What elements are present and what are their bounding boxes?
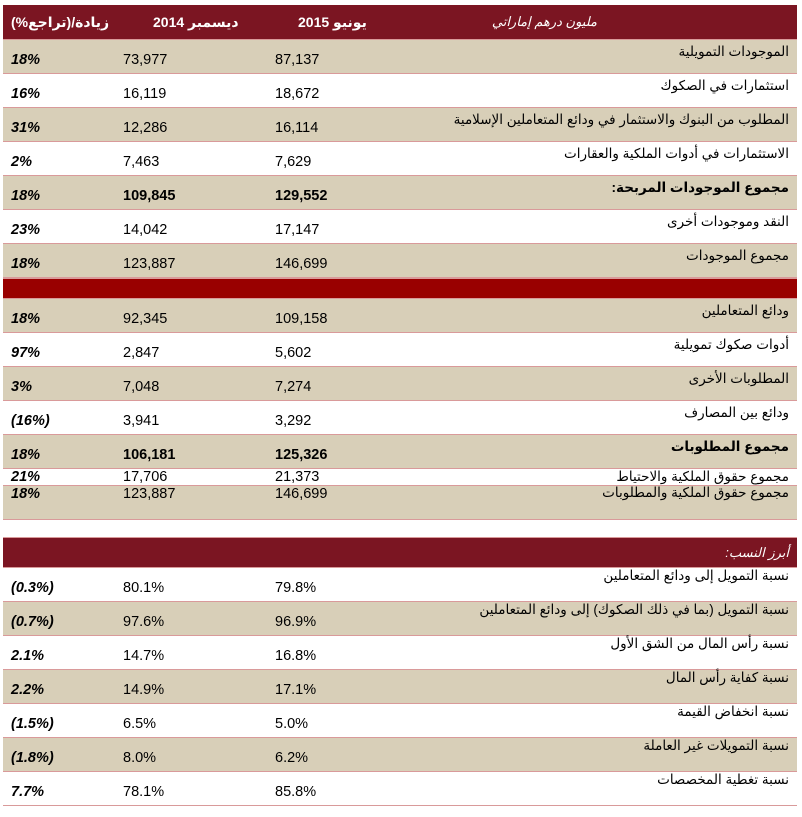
jun-2015-value: 16,114 (275, 120, 319, 136)
row-label: مجموع حقوق الملكية والمطلوبات (602, 485, 789, 500)
jun-2015-value: 125,326 (275, 447, 328, 463)
dec-2014-value: 14,042 (123, 222, 168, 238)
table-row (3, 210, 797, 244)
table-row (3, 299, 797, 333)
table-row (3, 738, 797, 772)
dec-2014-value: 14.7% (123, 648, 165, 664)
change-value: 2.2% (11, 682, 45, 698)
table-row (3, 670, 797, 704)
dec-2014-value: 6.5% (123, 716, 157, 732)
change-value: 18% (11, 447, 41, 463)
table-row (3, 636, 797, 670)
dec-2014-value: 3,941 (123, 413, 160, 429)
row-label: نسبة كفاية رأس المال (665, 670, 789, 685)
table-row (3, 40, 797, 74)
dec-2014-value: 80.1% (123, 580, 165, 596)
row-label: مجموع الموجودات (686, 248, 789, 263)
table-row (3, 142, 797, 176)
table-row (3, 176, 797, 210)
dec-2014-value: 97.6% (123, 614, 165, 630)
row-label: ودائع بين المصارف (684, 405, 789, 420)
dec-2014-value: 92,345 (123, 311, 168, 327)
dec-2014-value: 7,463 (123, 154, 160, 170)
row-label: استثمارات في الصكوك (660, 78, 789, 93)
change-value: 31% (11, 120, 41, 136)
change-value: (1.8%) (11, 750, 54, 766)
change-value: 16% (11, 86, 41, 102)
table-row (3, 401, 797, 435)
dec-2014-value: 17,706 (123, 469, 168, 485)
jun-2015-value: 17,147 (275, 222, 320, 238)
table-row (3, 704, 797, 738)
jun-2015-value: 87,137 (275, 52, 320, 68)
jun-2015-value: 6.2% (275, 750, 309, 766)
jun-2015-value: 109,158 (275, 311, 328, 327)
row-label: نسبة التمويل (بما في ذلك الصكوك) إلى ودائع المتعاملين (479, 602, 789, 617)
ratios-header (3, 537, 797, 568)
header-change: زيادة/(تراجع%) (11, 14, 110, 30)
jun-2015-value: 18,672 (275, 86, 320, 102)
row-label: نسبة التمويلات غير العاملة (643, 738, 789, 753)
change-value: 21% (11, 469, 41, 485)
row-label: الموجودات التمويلية (678, 44, 789, 59)
dec-2014-value: 16,119 (123, 86, 167, 102)
table-row (3, 244, 797, 278)
section-divider (3, 278, 797, 299)
row-label: مجموع الموجودات المربحة: (611, 180, 789, 195)
balance-sheet-table (3, 5, 797, 520)
jun-2015-value: 129,552 (275, 188, 328, 204)
table-row (3, 568, 797, 602)
jun-2015-value: 7,274 (275, 379, 312, 395)
jun-2015-value: 5.0% (275, 716, 309, 732)
jun-2015-value: 146,699 (275, 256, 328, 272)
table-row (3, 486, 797, 520)
dec-2014-value: 123,887 (123, 486, 176, 502)
change-value: 18% (11, 311, 41, 327)
table-row (3, 333, 797, 367)
header-dec-2014: ديسمبر 2014 (153, 14, 239, 30)
row-label: أدوات صكوك تمويلية (673, 337, 789, 352)
jun-2015-value: 146,699 (275, 486, 328, 502)
jun-2015-value: 79.8% (275, 580, 317, 596)
dec-2014-value: 7,048 (123, 379, 160, 395)
jun-2015-value: 7,629 (275, 154, 312, 170)
row-label: نسبة التمويل إلى ودائع المتعاملين (603, 568, 789, 583)
dec-2014-value: 78.1% (123, 784, 165, 800)
row-label: نسبة انخفاض القيمة (677, 704, 789, 719)
dec-2014-value: 8.0% (123, 750, 157, 766)
change-value: 2% (11, 154, 32, 170)
change-value: 2.1% (11, 648, 45, 664)
change-value: 18% (11, 486, 41, 502)
assets-section (3, 40, 797, 278)
change-value: 7.7% (11, 784, 45, 800)
dec-2014-value: 73,977 (123, 52, 168, 68)
row-label: مجموع حقوق الملكية والاحتياط (616, 469, 789, 484)
row-label: المطلوبات الأخرى (688, 371, 789, 386)
row-label: النقد وموجودات أخرى (667, 214, 789, 229)
table-row (3, 772, 797, 806)
jun-2015-value: 96.9% (275, 614, 317, 630)
table-row (3, 435, 797, 469)
table-row (3, 602, 797, 636)
change-value: 3% (11, 379, 32, 395)
change-value: 18% (11, 256, 41, 272)
ratios-section (3, 568, 797, 806)
row-label: نسبة رأس المال من الشق الأول (610, 636, 789, 651)
dec-2014-value: 109,845 (123, 188, 176, 204)
table-row (3, 367, 797, 401)
header-jun-2015: يونيو 2015 (298, 14, 367, 30)
jun-2015-value: 17.1% (275, 682, 317, 698)
jun-2015-value: 3,292 (275, 413, 312, 429)
table-header (3, 5, 797, 40)
change-value: (16%) (11, 413, 50, 429)
jun-2015-value: 5,602 (275, 345, 312, 361)
jun-2015-value: 16.8% (275, 648, 317, 664)
change-value: 97% (11, 345, 41, 361)
dec-2014-value: 2,847 (123, 345, 160, 361)
dec-2014-value: 106,181 (123, 447, 176, 463)
table-row (3, 74, 797, 108)
row-label: الاستثمارات في أدوات الملكية والعقارات (564, 146, 789, 161)
change-value: 23% (11, 222, 41, 238)
dec-2014-value: 123,887 (123, 256, 176, 272)
liabilities-section (3, 299, 797, 520)
row-label: المطلوب من البنوك والاستثمار في ودائع المتعاملين الإسلامية (453, 112, 789, 127)
row-label: نسبة تغطية المخصصات (657, 772, 789, 787)
row-label: ودائع المتعاملين (701, 303, 789, 318)
row-label: مجموع المطلوبات (670, 439, 789, 454)
ratios-title: أبرز النسب: (725, 545, 789, 560)
table-row (3, 469, 797, 486)
table-row (3, 108, 797, 142)
ratios-table (3, 537, 797, 806)
jun-2015-value: 85.8% (275, 784, 317, 800)
dec-2014-value: 14.9% (123, 682, 165, 698)
dec-2014-value: 12,286 (123, 120, 168, 136)
header-units-title: مليون درهم إماراتي (491, 14, 597, 29)
change-value: 18% (11, 188, 41, 204)
change-value: 18% (11, 52, 41, 68)
change-value: (0.3%) (11, 580, 54, 596)
change-value: (0.7%) (11, 614, 54, 630)
change-value: (1.5%) (11, 716, 54, 732)
jun-2015-value: 21,373 (275, 469, 320, 485)
